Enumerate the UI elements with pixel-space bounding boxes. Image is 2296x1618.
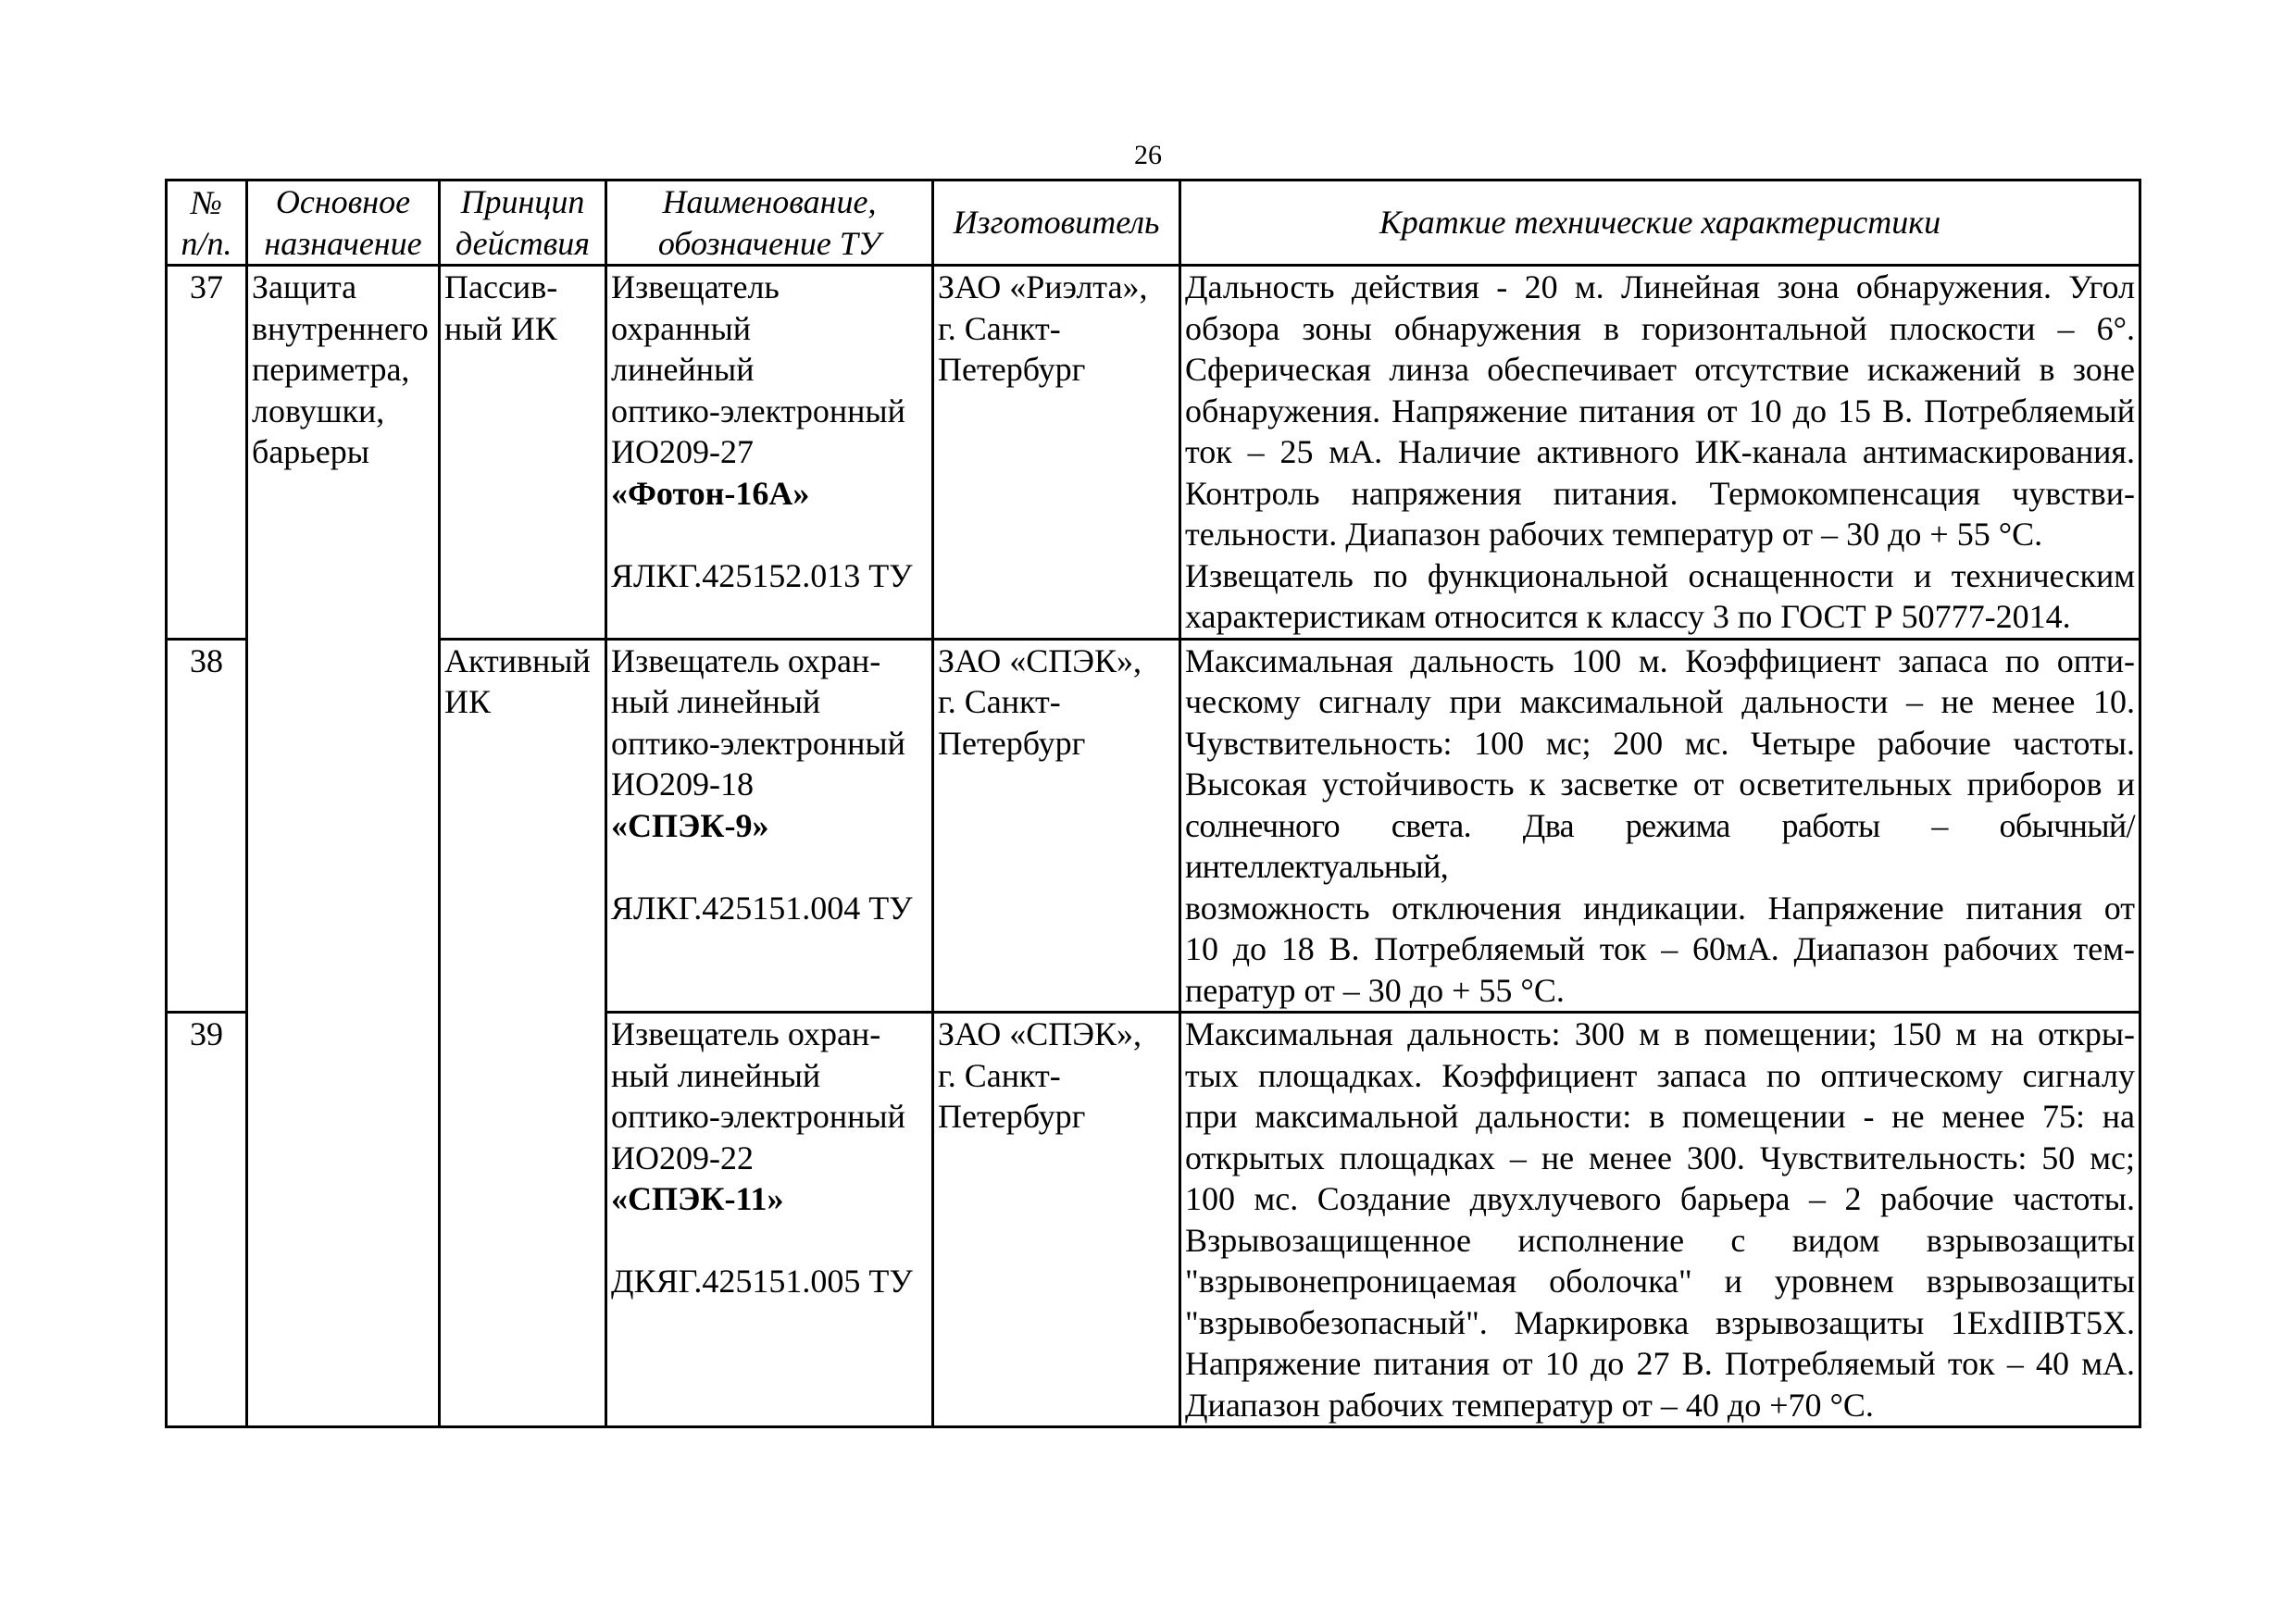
specs-cell: Дальность действия - 20 м. Линейная зона обнаружения. Угол обзора зоны обнаружения в горизонтальной плоскости – 6°. Сферическая линза обеспечивает отсутствие искажений в зоне обнаружения. Напряжение питания от 10 до 15 В. Потребляемый ток – 25 мА. Наличие активного ИК-канала антимаскирования. Контроль напряжения питания. Термокомпенсация чувстви- тельности. Диапазон рабочих температур от – 30 до + 55 °С. Извещатель по функциональной оснащенности и техническим характеристикам относится к классу 3 по ГОСТ Р 50777-2014. [1180,266,2140,640]
header-number: № п/п. [167,180,247,266]
manufacturer-cell: ЗАО «СПЭК», г. Санкт- Петербург [933,1013,1180,1427]
page-number: 26 [1134,140,1162,170]
row-number: 39 [167,1013,247,1427]
tu-designation: ЯЛКГ.425152.013 ТУ [611,556,913,594]
header-name: Наименование, обозначение ТУ [606,180,933,266]
name-cell: Извещатель охранный линейный оптико-электронный ИО209-27 «Фотон-16А» ЯЛКГ.425152.013 ТУ [606,266,933,640]
row-number: 37 [167,266,247,640]
manufacturer-cell: ЗАО «СПЭК», г. Санкт- Петербург [933,639,1180,1013]
table-row [167,266,2140,640]
table-row [167,639,2140,1013]
header-purpose: Основное назначение [247,180,440,266]
principle-cell: Пассив- ный ИК [440,266,606,640]
tu-designation: ЯЛКГ.425151.004 ТУ [611,889,913,927]
principle-cell: Активный ИК [440,639,606,1427]
specs-cell: Максимальная дальность: 300 м в помещении; 150 м на откры- тых площадках. Коэффициент запаса по оптическому сигналу при максимальной дальности: в помещении - не менее 75: на открытых площадках – не менее 300. Чувствительность: 50 мс; 100 мс. Создание двухлучевого барьера – 2 рабочие частоты. Взрывозащищенное исполнение с видом взрывозащиты "взрывонепроницаемая оболочка" и уровнем взрывозащиты "взрывобезопасный". Маркировка взрывозащиты 1ExdIIBT5X. Напряжение питания от 10 до 27 В. Потребляемый ток – 40 мА. Диапазон рабочих температур от – 40 до +70 °С. [1180,1013,2140,1427]
purpose-cell: Защита внутреннего периметра, ловушки, барьеры [247,266,440,1427]
tu-designation: ДКЯГ.425151.005 ТУ [611,1263,913,1300]
model-name: «СПЭК-11» [611,1180,784,1217]
header-specs: Краткие технические характеристики [1180,180,2140,266]
specs-cell: Максимальная дальность 100 м. Коэффициент запаса по опти- ческому сигналу при максимальной дальности – не менее 10. Чувствительность: 100 мс; 200 мс. Четыре рабочие частоты. Высокая устойчивость к засветке от осветительных приборов и солнечного света. Два режима работы – обычный/интеллектуальный, возможность отключения индикации. Напряжение питания от 10 до 18 В. Потребляемый ток – 60мА. Диапазон рабочих тем- ператур от – 30 до + 55 °С. [1180,639,2140,1013]
specifications-table [165,179,2141,1428]
table-header-row [167,180,2140,266]
manufacturer-cell: ЗАО «Риэлта», г. Санкт- Петербург [933,266,1180,640]
header-manufacturer: Изготовитель [933,180,1180,266]
model-name: «СПЭК-9» [611,806,769,844]
name-cell: Извещатель охран- ный линейный оптико-электронный ИО209-22 «СПЭК-11» ДКЯГ.425151.005 ТУ [606,1013,933,1427]
header-principle: Принцип действия [440,180,606,266]
row-number: 38 [167,639,247,1013]
name-cell: Извещатель охран- ный линейный оптико-электронный ИО209-18 «СПЭК-9» ЯЛКГ.425151.004 ТУ [606,639,933,1013]
model-name: «Фотон-16А» [611,474,810,512]
